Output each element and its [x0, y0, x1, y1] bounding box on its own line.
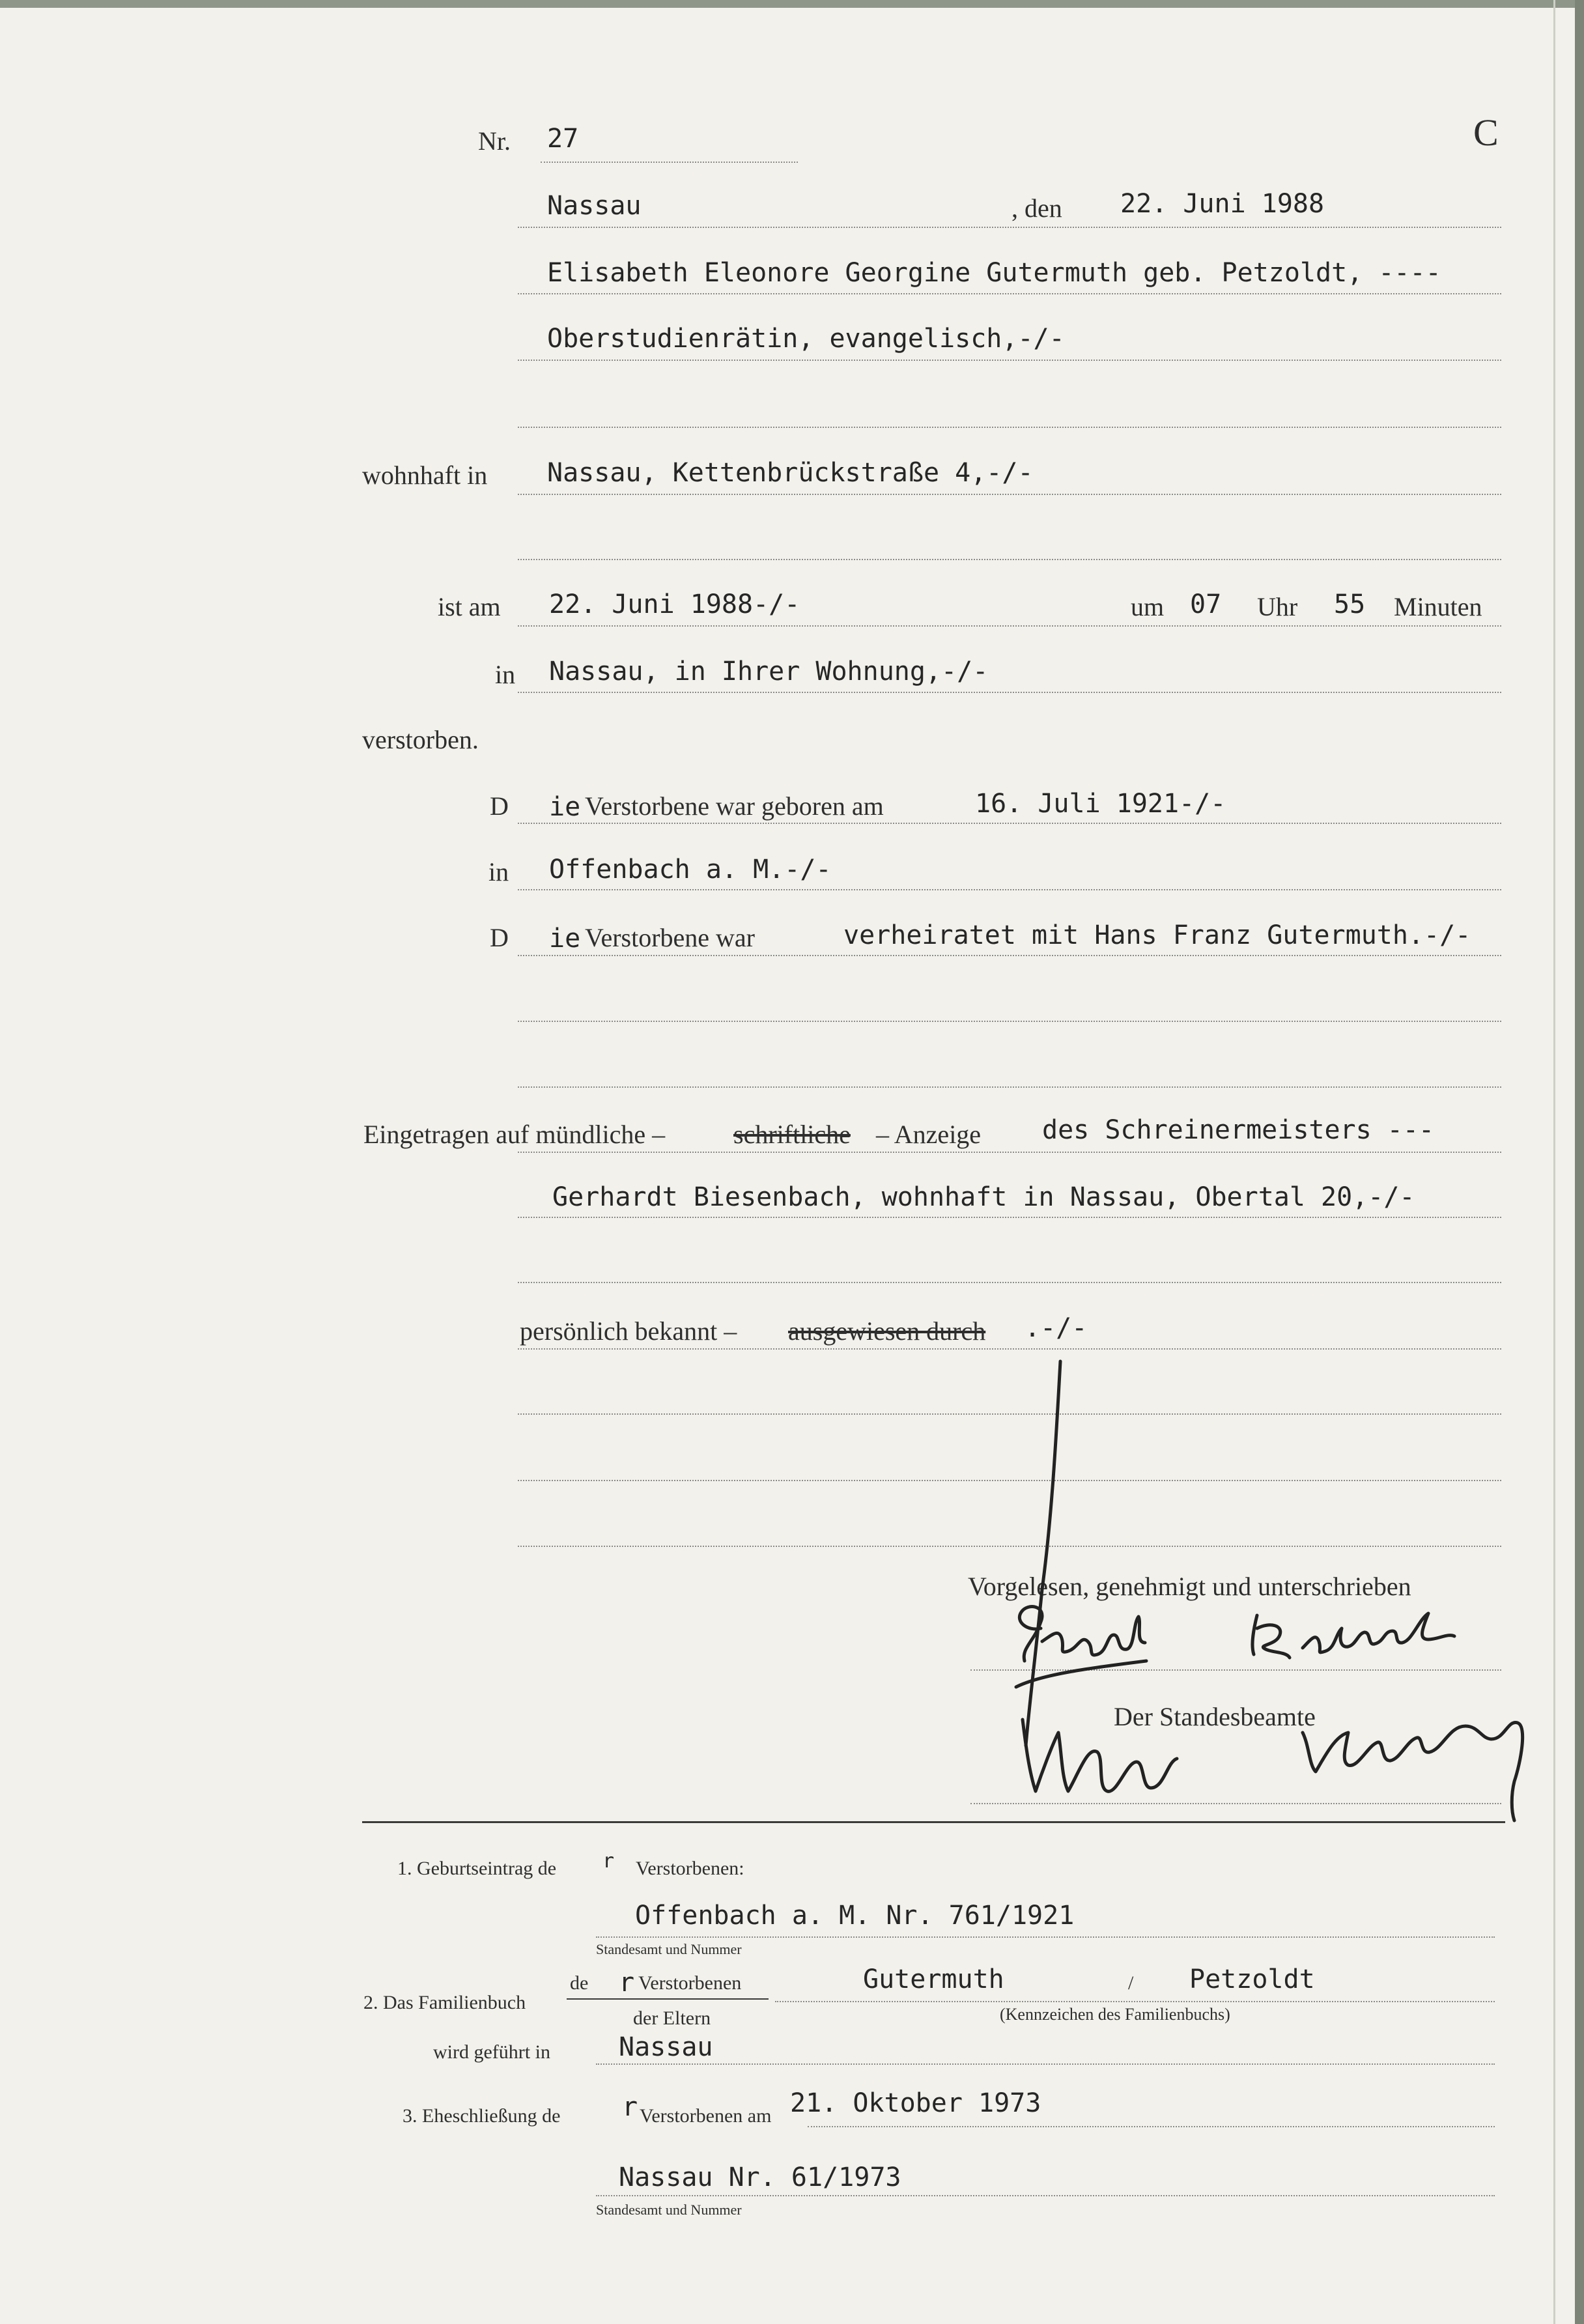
birth-in-label: in	[488, 857, 509, 886]
birth-d-label: D	[490, 791, 509, 821]
uhr-label: Uhr	[1257, 592, 1298, 621]
residence-label: wohnhaft in	[362, 461, 488, 490]
family-book-r: r	[619, 1968, 635, 1998]
death-minute: 55	[1334, 589, 1366, 619]
birth-entry-r: r	[602, 1850, 615, 1873]
family-book-divider	[567, 1998, 769, 2000]
birth-label: Verstorbene war geboren am	[585, 791, 884, 821]
marital-label: Verstorbene war	[585, 923, 755, 952]
family-book-de: de	[570, 1972, 589, 1994]
verstorben-label: verstorben.	[362, 725, 479, 754]
family-book-slash: /	[1128, 1972, 1134, 1994]
family-book-name-2: Petzoldt	[1189, 1964, 1315, 1994]
birth-place: Offenbach a. M.-/-	[549, 855, 832, 885]
marriage-r: r	[622, 2092, 638, 2122]
marriage-date: 21. Oktober 1973	[790, 2088, 1041, 2118]
marital-ie: ie	[549, 924, 581, 954]
register-letter: C	[1473, 111, 1499, 154]
marriage-value: Nassau Nr. 61/1973	[619, 2162, 901, 2192]
report-value-1: des Schreinermeisters ---	[1042, 1115, 1435, 1145]
date-value: 22. Juni 1988	[1120, 189, 1325, 219]
nr-label: Nr.	[478, 126, 511, 156]
read-approved-text: Vorgelesen, genehmigt und unterschrieben	[968, 1572, 1411, 1601]
birth-entry-line	[596, 1936, 1495, 1938]
known-label: persönlich bekannt –	[520, 1316, 737, 1346]
report-label-a: Eingetragen auf mündliche –	[363, 1120, 666, 1149]
marital-d-label: D	[490, 923, 509, 952]
known-value: .-/-	[1025, 1313, 1088, 1343]
report-label-b: – Anzeige	[876, 1120, 982, 1149]
person-line-1: Elisabeth Eleonore Georgine Gutermuth geb. Petzoldt, ----	[547, 258, 1441, 288]
registrar-signature-stroke-1	[1026, 1361, 1060, 1746]
registrar-signature-stroke-3	[1303, 1722, 1523, 1821]
family-book-caption: (Kennzeichen des Familienbuchs)	[1000, 2005, 1230, 2024]
birth-entry-caption: Standesamt und Nummer	[596, 1941, 742, 1957]
person-line-2: Oberstudienrätin, evangelisch,-/-	[547, 324, 1065, 354]
marriage-caption: Standesamt und Nummer	[596, 2202, 742, 2218]
death-place: Nassau, in Ihrer Wohnung,-/-	[549, 657, 989, 687]
family-book-place-line	[596, 2063, 1495, 2065]
registrar-label: Der Standesbeamte	[1114, 1702, 1316, 1731]
registrar-signature-stroke-2	[1023, 1720, 1177, 1791]
birth-entry-label: 1. Geburtseintrag de	[397, 1858, 557, 1879]
informant-signature-first-name	[1042, 1617, 1145, 1655]
death-date: 22. Juni 1988-/-	[549, 589, 800, 619]
report-value-2: Gerhardt Biesenbach, wohnhaft in Nassau, Obertal 20,-/-	[552, 1182, 1415, 1212]
death-in-label: in	[495, 660, 516, 689]
den-label: , den	[1011, 193, 1062, 223]
nr-value: 27	[547, 124, 579, 154]
ist-am-label: ist am	[438, 592, 501, 621]
um-label: um	[1131, 592, 1165, 621]
family-book-eltern: der Eltern	[633, 2007, 711, 2029]
known-strike: ausgewiesen durch	[788, 1316, 986, 1346]
family-book-place: Nassau	[619, 2032, 713, 2062]
birth-entry-value: Offenbach a. M. Nr. 761/1921	[635, 1901, 1075, 1931]
family-book-name-1: Gutermuth	[863, 1964, 1004, 1994]
marital-value: verheiratet mit Hans Franz Gutermuth.-/-	[843, 920, 1471, 950]
birth-date: 16. Juli 1921-/-	[975, 789, 1226, 819]
birth-ie: ie	[549, 792, 581, 822]
report-strike: schriftliche	[733, 1120, 851, 1149]
place-value: Nassau	[547, 191, 642, 221]
marriage-label: 3. Eheschließung de	[403, 2105, 561, 2127]
footer-rule	[362, 1821, 1505, 1823]
family-book-verstorbenen: Verstorbenen	[638, 1972, 742, 1994]
minuten-label: Minuten	[1394, 592, 1482, 621]
informant-signature-last-name	[1303, 1613, 1454, 1652]
marriage-date-line	[808, 2126, 1495, 2127]
family-book-line	[775, 2001, 1495, 2002]
residence-value: Nassau, Kettenbrückstraße 4,-/-	[547, 458, 1034, 488]
birth-entry-label-b: Verstorbenen:	[636, 1858, 744, 1879]
marriage-line	[596, 2195, 1495, 2196]
death-hour: 07	[1190, 589, 1222, 619]
family-book-label: 2. Das Familienbuch	[363, 1992, 526, 2013]
marriage-label-b: Verstorbenen am	[640, 2105, 772, 2127]
informant-signature-b	[1252, 1615, 1290, 1658]
family-book-wird: wird geführt in	[433, 2041, 550, 2063]
